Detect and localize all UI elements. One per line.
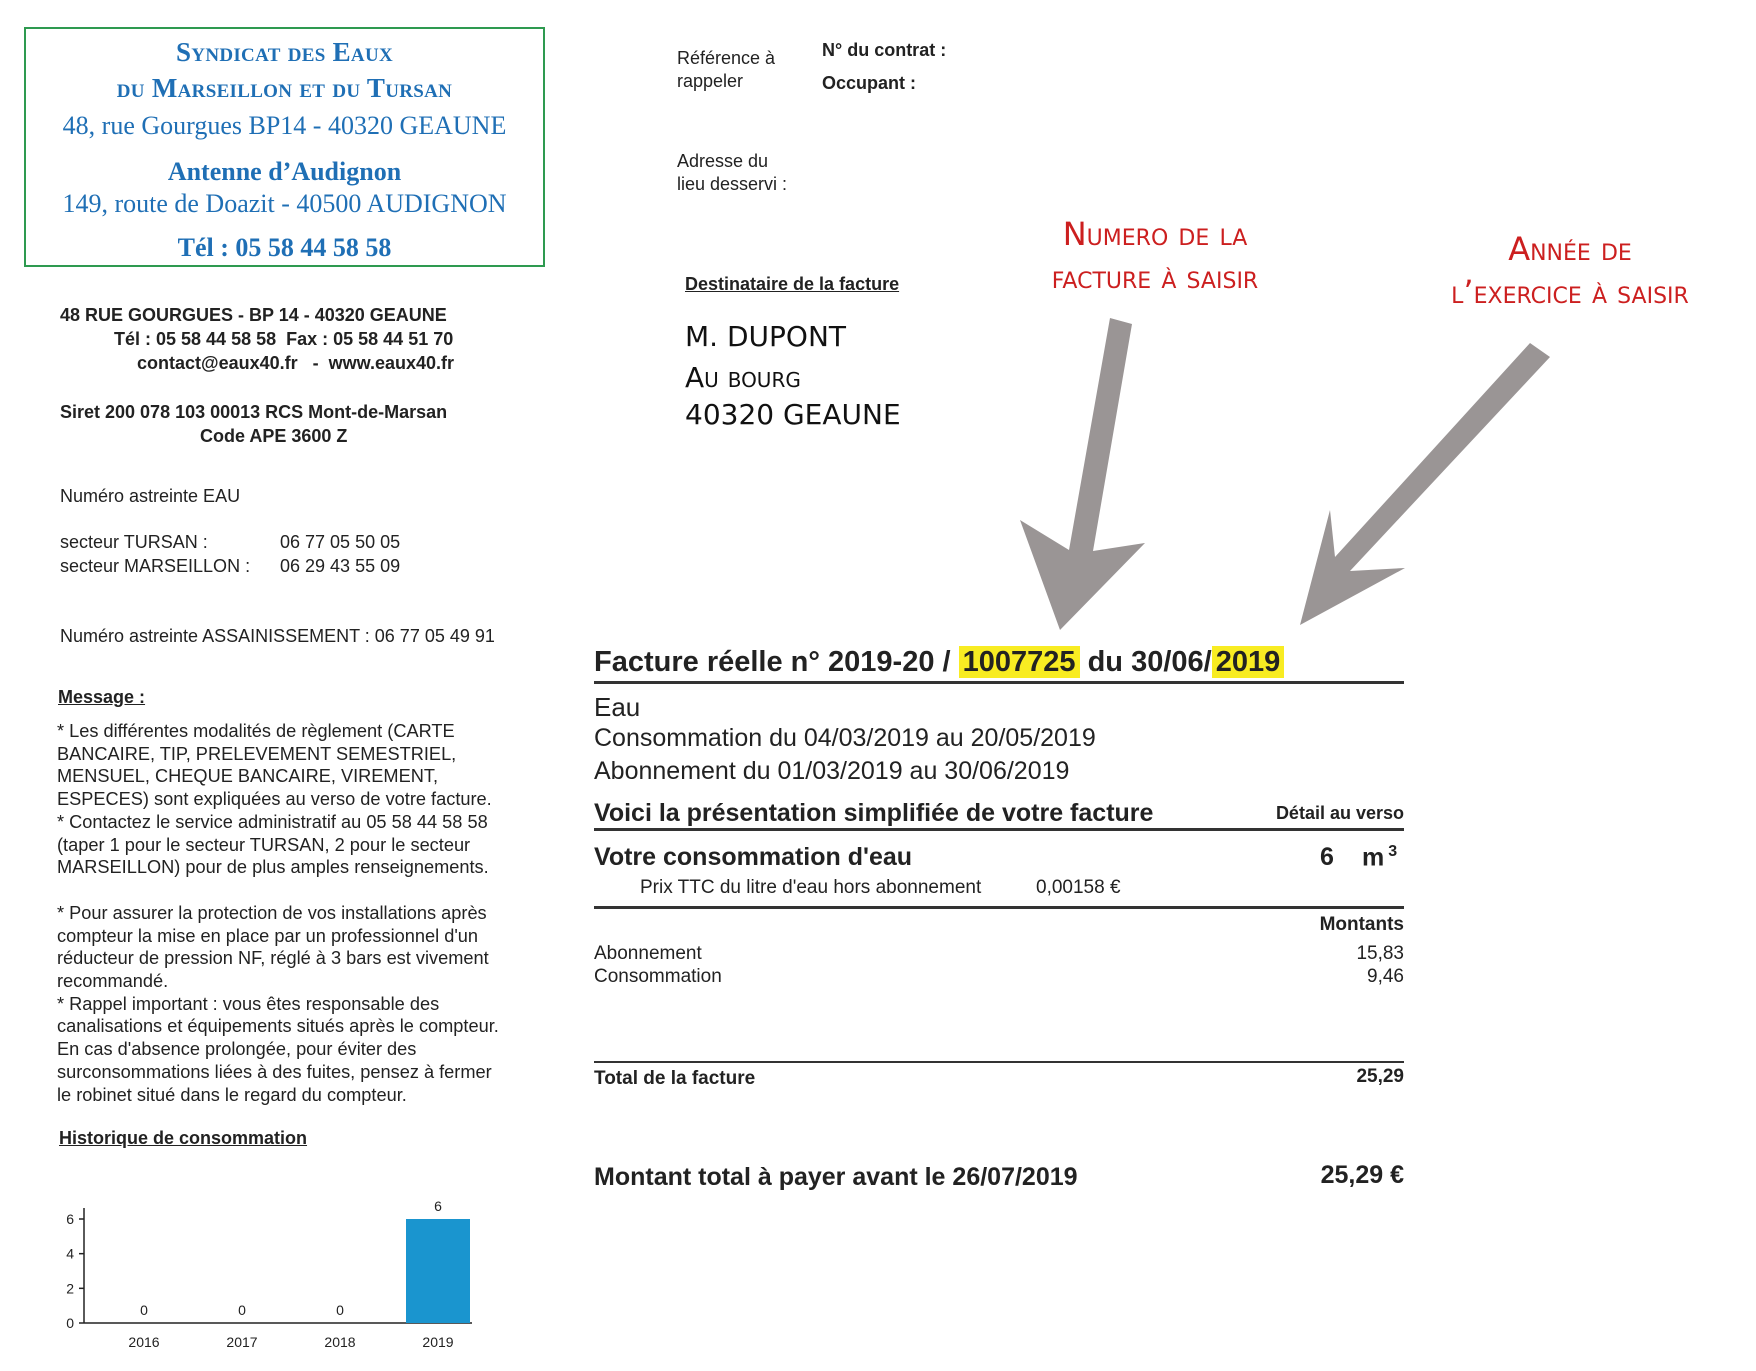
- contact-address: 48 RUE GOURGUES - BP 14 - 40320 GEAUNE: [60, 305, 447, 325]
- org-name-line1: Syndicat des Eaux: [175, 37, 393, 67]
- astreinte-assainissement: Numéro astreinte ASSAINISSEMENT : 06 77 05 49 91: [60, 626, 495, 646]
- antenna-address: 149, route de Doazit - 40500 AUDIGNON: [62, 189, 507, 218]
- recipient-title: Destinataire de la facture: [685, 274, 900, 294]
- consumption-label: Votre consommation d'eau: [594, 843, 913, 871]
- invoice-title-prefix: Facture réelle n° 2019-20 /: [594, 646, 959, 678]
- invoice-number: 1007725: [959, 646, 1080, 678]
- line-amount: 9,46: [1367, 966, 1404, 987]
- message-paragraph-1: * Les différentes modalités de règlement (CARTE BANCAIRE, TIP, PRELEVEMENT SEMESTRIEL, MENSUEL, CHEQUE BANCAIRE, VIREMENT, ESPECES) sont expliquées au verso de votre facture. * Contactez le service administratif au 05 58 44 58 58 (taper 1 pour le secteur TURSAN, 2 pour le secteur MARSEILLON) pour de plus amples renseignements.: [57, 721, 492, 878]
- consumption-history-chart: [40, 1175, 480, 1365]
- org-phone: Tél : 05 58 44 58 58: [177, 233, 392, 262]
- contact-tel-fax: Tél : 05 58 44 58 58 Fax : 05 58 44 51 70: [114, 329, 454, 349]
- consumption-divider: [594, 906, 1404, 909]
- reference-label: Référence à rappeler: [677, 48, 776, 91]
- message-body: [57, 720, 567, 1129]
- x-tick-label-2017: 2017: [226, 1334, 258, 1350]
- astreinte-eau-label: Numéro astreinte EAU: [60, 486, 241, 506]
- organization-box: [24, 27, 545, 267]
- line-amount: 15,83: [1356, 943, 1404, 964]
- occupant-label: Occupant :: [822, 73, 917, 93]
- price-value: 0,00158 €: [1036, 877, 1121, 898]
- antenna-name: Antenne d’Audignon: [167, 157, 402, 186]
- ape-code: Code APE 3600 Z: [200, 426, 348, 446]
- message-paragraph-2: * Pour assurer la protection de vos installations après compteur la mise en place par un professionnel d'un réducteur de pression NF, réglé à 3 bars est vivement recommandé. * Rappel important : vous êtes responsable des canalisations et équipements situés après le compteur. En cas d'absence prolongée, pour éviter des surconsommations liées à des fuites, pensez à fermer le robinet situé dans le regard du compteur.: [57, 902, 499, 1105]
- due-label: Montant total à payer avant le 26/07/2019: [594, 1163, 1078, 1191]
- presentation-divider: [594, 828, 1404, 831]
- total-divider: [594, 1061, 1404, 1063]
- amounts-header: Montants: [1319, 914, 1404, 935]
- data-label-2016: 0: [140, 1302, 148, 1318]
- y-tick-label: 4: [66, 1245, 74, 1262]
- history-title: Historique de consommation: [59, 1128, 308, 1148]
- x-tick-label-2018: 2018: [324, 1334, 356, 1350]
- data-label-2019: 6: [434, 1198, 442, 1214]
- total-value: 25,29: [1356, 1066, 1404, 1087]
- marseillon-label: secteur MARSEILLON :: [60, 556, 251, 576]
- unit-m: m: [1362, 843, 1385, 872]
- bar-2019: [406, 1219, 470, 1323]
- arrow-to-year: [1300, 343, 1550, 625]
- contract-number-label: N° du contrat :: [822, 40, 947, 60]
- arrow-to-invoice-number: [1020, 318, 1145, 630]
- line-label: Abonnement: [594, 943, 702, 964]
- y-tick-label: 2: [66, 1280, 74, 1297]
- invoice-title-mid: du 30/06/: [1079, 646, 1212, 678]
- x-tick-label-2016: 2016: [128, 1334, 160, 1350]
- detail-label: Détail au verso: [1275, 803, 1404, 823]
- service-address-label: Adresse du lieu desservi :: [677, 151, 788, 194]
- consumption-value: 6: [1320, 843, 1334, 871]
- org-name-line2: du Marseillon et du Tursan: [116, 73, 453, 103]
- consumption-unit: [1362, 843, 1397, 872]
- x-tick-label-2019: 2019: [422, 1334, 454, 1350]
- tursan-phone: 06 77 05 50 05: [280, 532, 401, 552]
- marseillon-phone: 06 29 43 55 09: [280, 556, 401, 576]
- total-label: Total de la facture: [594, 1068, 756, 1089]
- annotation-invoice-number: Numero de la facture à saisir: [1051, 215, 1259, 296]
- annotation-year: Année de l’exercice à saisir: [1451, 230, 1689, 311]
- data-label-2017: 0: [238, 1302, 246, 1318]
- recipient-name: M. DUPONT: [685, 320, 846, 353]
- tursan-label: secteur TURSAN :: [60, 532, 208, 552]
- siret: Siret 200 078 103 00013 RCS Mont-de-Marsan: [60, 402, 448, 422]
- recipient-street: Au bourg: [685, 361, 801, 394]
- section-label: Eau: [594, 692, 641, 722]
- price-label: Prix TTC du litre d'eau hors abonnement: [640, 877, 982, 898]
- presentation-label: Voici la présentation simplifiée de votre facture: [594, 799, 1154, 827]
- due-value: 25,29 €: [1320, 1161, 1404, 1189]
- message-title: Message :: [58, 687, 146, 707]
- org-address: 48, rue Gourgues BP14 - 40320 GEAUNE: [62, 111, 507, 140]
- line-label: Consommation: [594, 966, 722, 987]
- subscription-period: Abonnement du 01/03/2019 au 30/06/2019: [594, 757, 1070, 785]
- y-tick-label: 0: [66, 1315, 74, 1331]
- contact-email-web: contact@eaux40.fr - www.eaux40.fr: [137, 353, 454, 373]
- data-label-2018: 0: [336, 1302, 344, 1318]
- recipient-city: 40320 GEAUNE: [685, 398, 901, 431]
- invoice-title: [594, 646, 1284, 679]
- y-tick-label: 6: [66, 1211, 74, 1227]
- invoice-year: 2019: [1212, 646, 1285, 678]
- unit-exponent: 3: [1388, 843, 1398, 860]
- title-divider: [594, 681, 1404, 684]
- consumption-period: Consommation du 04/03/2019 au 20/05/2019: [594, 724, 1096, 752]
